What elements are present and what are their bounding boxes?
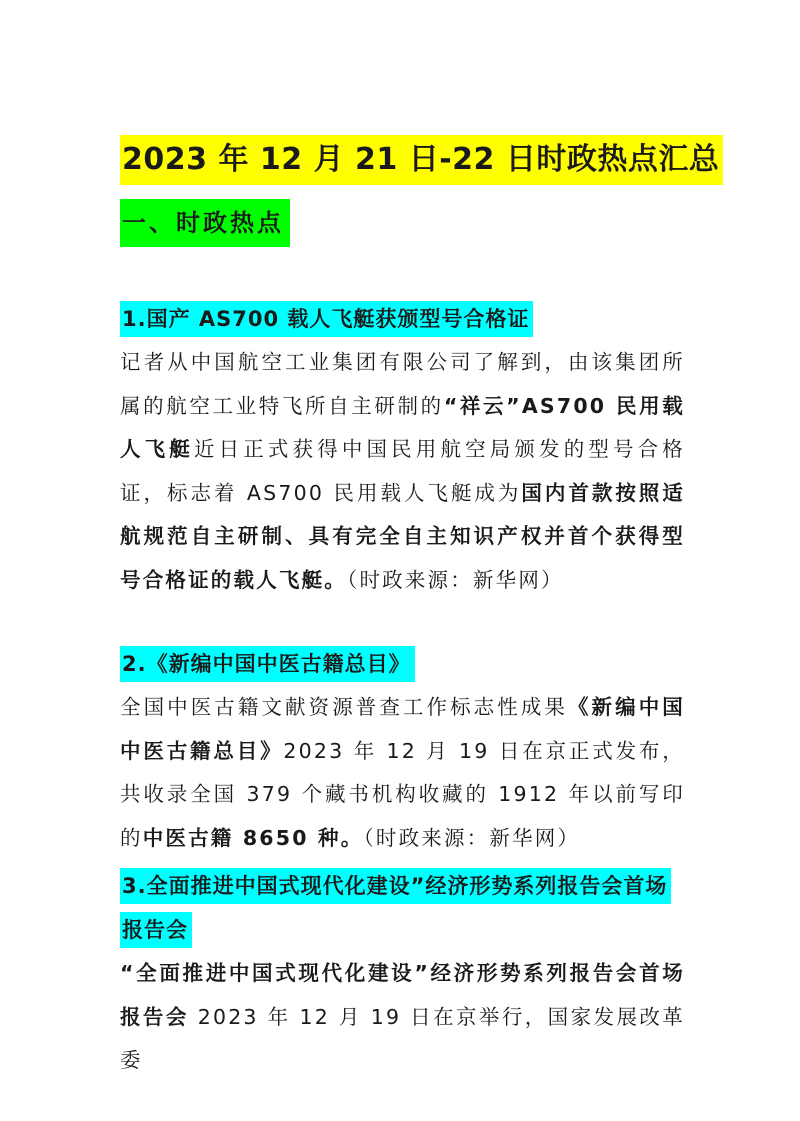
item-1-paragraph (120, 341, 685, 602)
news-item-2 (120, 642, 685, 860)
item-3-text-1: 2023 年 12 月 19 日在京举行，国家发展改革委 (120, 1004, 685, 1072)
section-heading: 一、时政热点 (120, 199, 290, 247)
item-1-heading: 1.国产 AS700 载人飞艇获颁型号合格证 (120, 301, 533, 337)
item-3-paragraph (120, 952, 685, 1083)
item-2-bold-1: 《新编中国中医古籍总目》 (120, 695, 685, 763)
item-1-bold-2: 国内首款按照适航规范自主研制、具有完全自主知识产权并首个获得型号合格证的载人飞艇。 (120, 480, 685, 592)
item-2-text-1: 全国中医古籍文献资源普查工作标志性成果 (120, 695, 568, 719)
item-3-heading: 3.全面推进中国式现代化建设”经济形势系列报告会首场报告会 (120, 868, 671, 948)
item-1-text-1: 记者从中国航空工业集团有限公司了解到，由该集团所属的航空工业特飞所自主研制的 (120, 350, 685, 418)
item-2-bold-2: 中医古籍 8650 种。 (142, 825, 364, 850)
spacer (120, 602, 685, 642)
item-2-source: （时政来源：新华网） (363, 825, 581, 850)
section-row (120, 199, 685, 247)
title-row (120, 135, 720, 185)
item-2-heading: 2.《新编中国中医古籍总目》 (120, 646, 415, 682)
item-3-bold-1: “全面推进中国式现代化建设”经济形势系列报告会首场报告会 (120, 961, 685, 1029)
item-1-source: （时政来源：新华网） (347, 567, 564, 592)
news-item-1 (120, 297, 685, 602)
page-title: 2023 年 12 月 21 日-22 日时政热点汇总 (120, 135, 723, 185)
item-2-paragraph (120, 686, 685, 860)
document-page (120, 135, 720, 1083)
item-2-text-2: 2023 年 12 月 19 日在京正式发布，共收录全国 379 个藏书机构收藏的 1912 年以前写印的 (120, 738, 685, 850)
news-item-3 (120, 864, 685, 1083)
item-1-text-2: 近日正式获得中国民用航空局颁发的型号合格证，标志着 AS700 民用载人飞艇成为 (120, 437, 685, 505)
item-1-bold-1: “祥云”AS700 民用载人飞艇 (120, 393, 685, 461)
